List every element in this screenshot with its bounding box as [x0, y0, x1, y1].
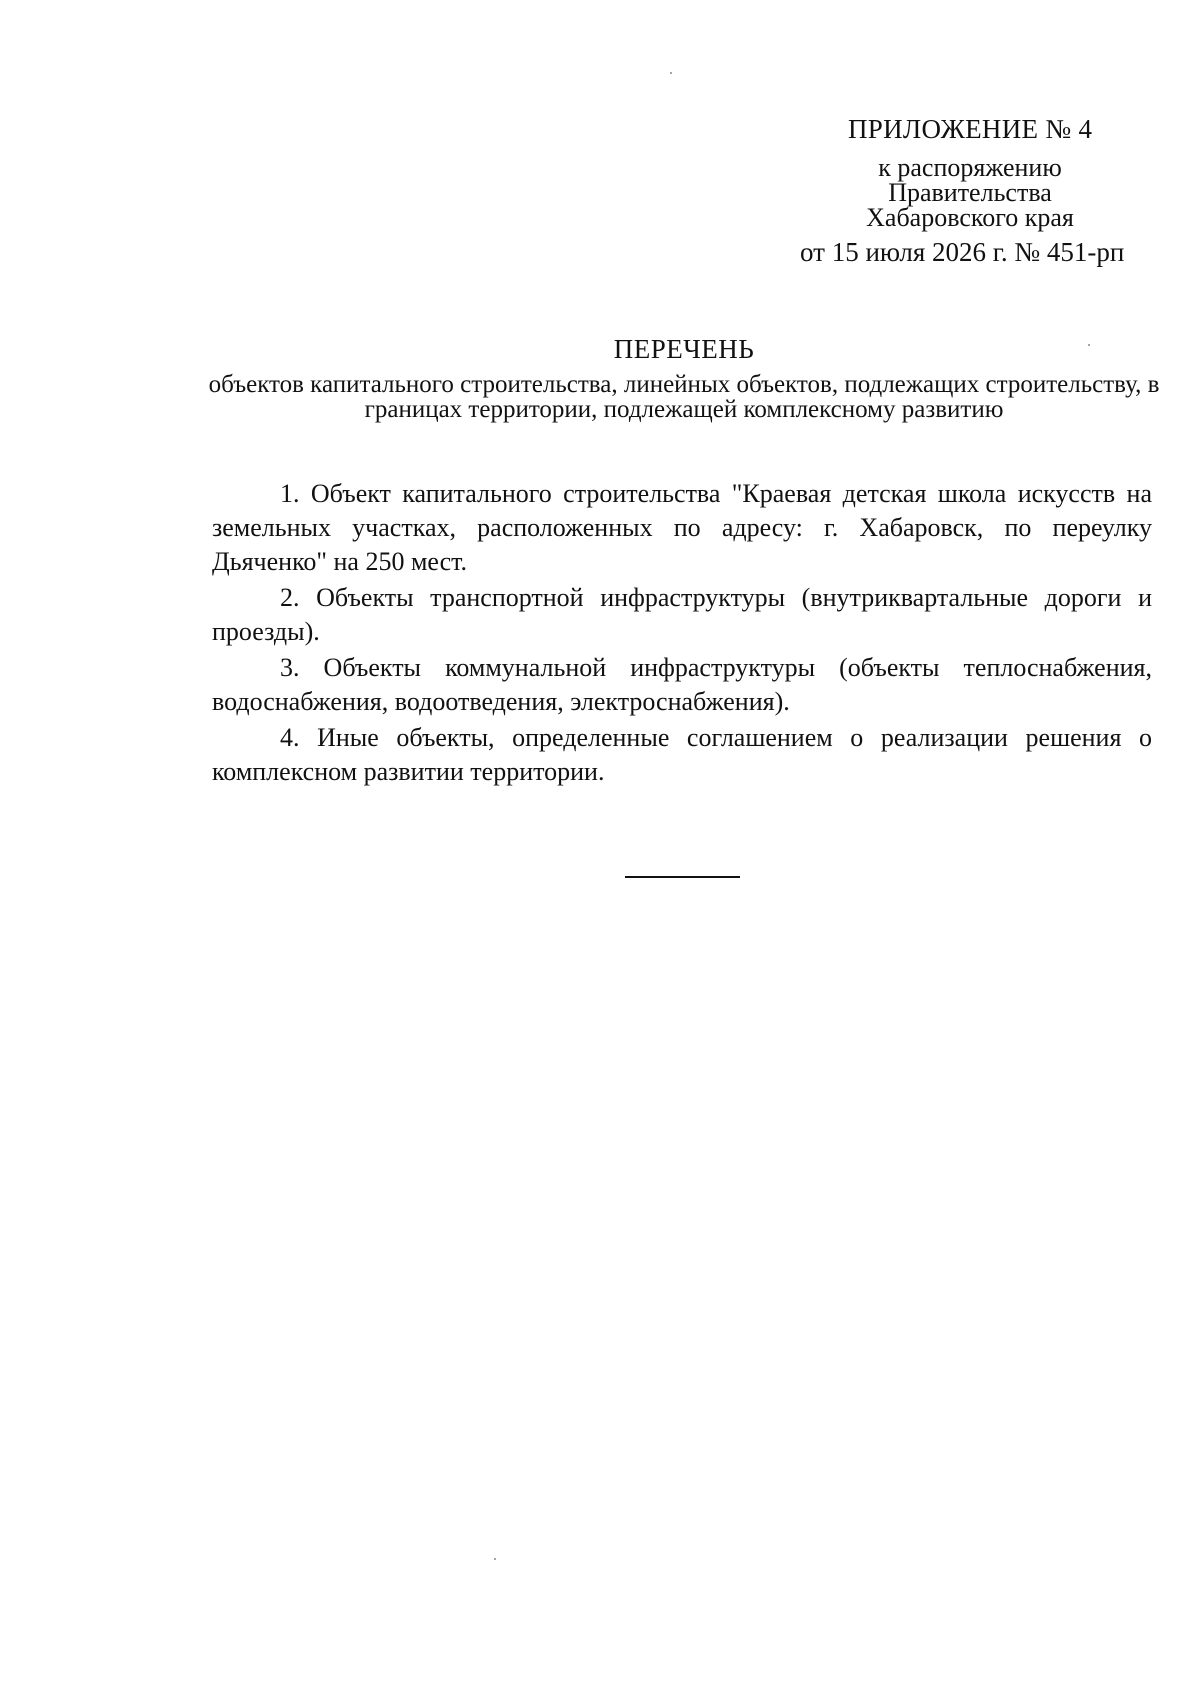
list-item: 4. Иные объекты, определенные соглашением о реализации решения о комплексном развитии территории. — [212, 723, 1152, 786]
objects-list — [212, 477, 1152, 791]
scan-speck — [494, 1558, 496, 1560]
approval-line: Хабаровского края — [866, 203, 1074, 232]
approval-line: к распоряжению — [878, 153, 1062, 182]
approval-line: Правительства — [888, 178, 1052, 207]
list-item: 3. Объекты коммунальной инфраструктуры (объекты теплоснабжения, водоснабжения, водоотведения, электроснабжения). — [212, 653, 1152, 716]
approval-block — [840, 155, 1100, 230]
list-item: 1. Объект капитального строительства "Краевая детская школа искусств на земельных участках, расположенных по адресу: г. Хабаровск, по переулку Дьяченко" на 250 мест. — [212, 479, 1152, 576]
appendix-title: ПРИЛОЖЕНИЕ № 4 — [848, 114, 1093, 144]
approval-date-number: от 15 июля 2026 г. № 451-рп — [800, 237, 1125, 267]
list-item: 2. Объекты транспортной инфраструктуры (внутриквартальные дороги и проезды). — [212, 583, 1152, 646]
scan-speck — [670, 72, 672, 74]
document-subtitle: объектов капитального строительства, линейных объектов, подлежащих строительству, в границах территории, подлежащей комплексному развитию — [208, 371, 1160, 423]
document-title: ПЕРЕЧЕНЬ — [613, 334, 755, 364]
end-divider — [625, 876, 740, 878]
